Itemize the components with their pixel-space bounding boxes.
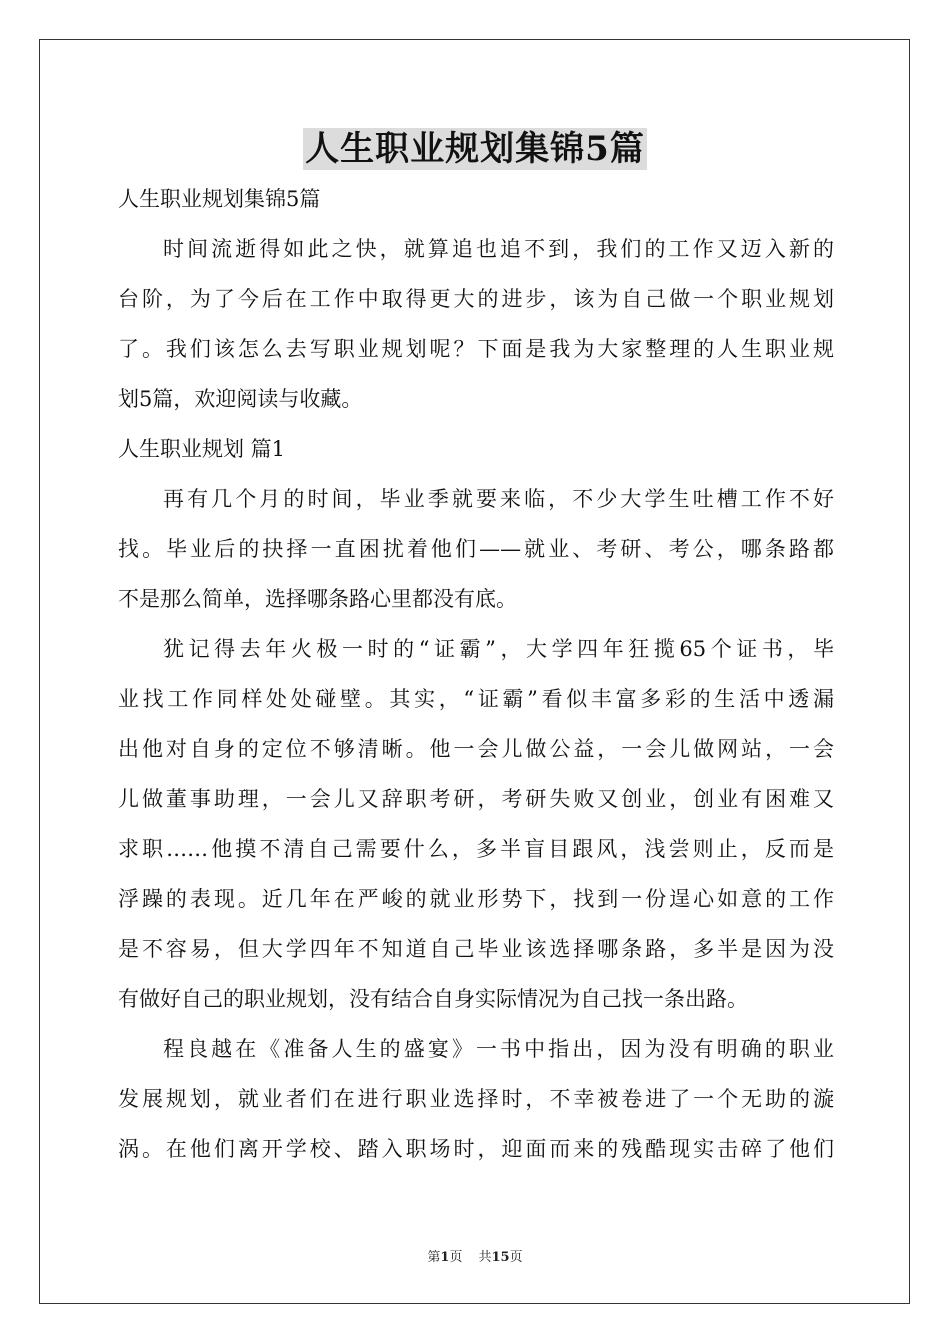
paragraph-line: 儿做董事助理，一会儿又辞职考研，考研失败又创业，创业有困难又 [118, 787, 834, 811]
page-prefix: 第 [427, 1250, 441, 1265]
paragraph-line: 出他对自身的定位不够清晰。他一会儿做公益，一会儿做网站，一会 [118, 737, 834, 761]
subtitle: 人生职业规划集锦5篇 [118, 187, 321, 211]
paragraph-line: 浮躁的表现。近几年在严峻的就业形势下，找到一份逞心如意的工作 [118, 887, 834, 911]
paragraph-line: 有做好自己的职业规划，没有结合自身实际情况为自己找一条出路。 [118, 987, 748, 1011]
total-prefix: 共 [478, 1250, 492, 1265]
paragraph-line: 是不容易，但大学四年不知道自己毕业该选择哪条路，多半是因为没 [118, 937, 834, 961]
paragraph-line: 发展规划，就业者们在进行职业选择时，不幸被卷进了一个无助的漩 [118, 1087, 834, 1111]
paragraph-line: 犹记得去年火极一时的“证霸”，大学四年狂揽65个证书，毕 [163, 637, 834, 661]
paragraph-line: 找。毕业后的抉择一直困扰着他们——就业、考研、考公，哪条路都 [118, 537, 834, 561]
paragraph-line: 了。我们该怎么去写职业规划呢？下面是我为大家整理的人生职业规 [118, 337, 834, 361]
paragraph-line: 时间流逝得如此之快，就算追也追不到，我们的工作又迈入新的 [163, 237, 834, 261]
total-suffix: 页 [509, 1250, 523, 1265]
page-suffix: 页 [449, 1250, 463, 1265]
paragraph-line: 台阶，为了今后在工作中取得更大的进步，该为自己做一个职业规划 [118, 287, 834, 311]
document-title: 人生职业规划集锦5篇 [305, 129, 645, 169]
page-number: 1 [440, 1250, 450, 1265]
paragraph-line: 业找工作同样处处碰壁。其实，“证霸”看似丰富多彩的生活中透漏 [118, 687, 834, 711]
paragraph-line: 涡。在他们离开学校、踏入职场时，迎面而来的残酷现实击碎了他们 [118, 1137, 834, 1161]
total-pages: 15 [491, 1250, 510, 1265]
paragraph-line: 求职……他摸不清自己需要什么，多半盲目跟风，浅尝则止，反而是 [118, 837, 834, 861]
paragraph-line: 再有几个月的时间，毕业季就要来临，不少大学生吐槽工作不好 [163, 487, 834, 511]
title-container [0, 128, 950, 170]
paragraph-line: 不是那么简单，选择哪条路心里都没有底。 [118, 587, 517, 611]
section-heading: 人生职业规划 篇1 [118, 437, 286, 461]
paragraph-line: 程良越在《准备人生的盛宴》一书中指出，因为没有明确的职业 [163, 1037, 834, 1061]
document-body [118, 174, 834, 1174]
page-footer [0, 1246, 950, 1265]
paragraph-line: 划5篇，欢迎阅读与收藏。 [118, 387, 363, 411]
